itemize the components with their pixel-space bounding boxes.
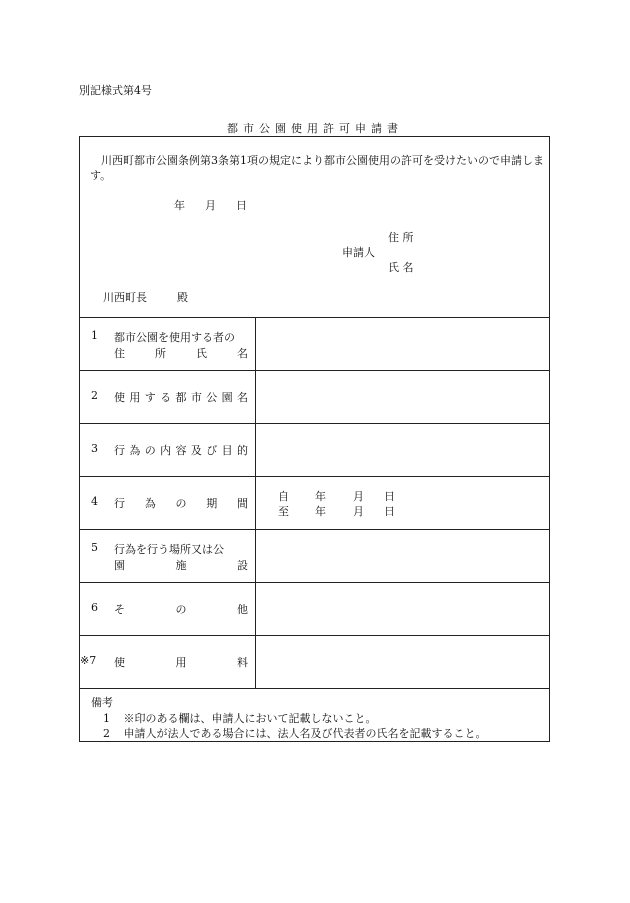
row-label-cell: [80, 317, 256, 370]
row-number: ※7: [80, 654, 97, 667]
remark-number: 2: [103, 727, 110, 740]
row-label-cell: [80, 370, 256, 423]
row-label-cell: [80, 529, 256, 582]
row-label-cell: [80, 635, 256, 688]
row-number: 2: [91, 389, 98, 402]
remark-number: 1: [103, 712, 110, 725]
period-to-year: 年: [315, 505, 326, 518]
row-other: [80, 582, 549, 636]
intro-text: 川西町都市公園条例第3条第1項の規定により都市公園使用の許可を受けたいので申請します。: [90, 154, 544, 182]
row-park-name: [80, 370, 549, 424]
row-number: 1: [91, 329, 98, 342]
row-user-address-name: [80, 317, 549, 371]
date-day-label: 日: [236, 199, 247, 212]
date-row: [174, 197, 267, 213]
row-label: 使用する都市公園名: [114, 391, 248, 404]
addressee: [103, 289, 188, 305]
remark-item: [103, 725, 487, 741]
row-label: 都市公園を使用する者の: [114, 331, 235, 344]
applicant-label: 申請人: [342, 246, 375, 259]
date-month-label: 月: [205, 199, 216, 212]
application-form: [79, 136, 550, 742]
addressee-name: 川西町長: [103, 291, 147, 304]
row-label-cell: [80, 582, 256, 635]
row-label-cell: [80, 423, 256, 476]
row-usage-fee: [80, 635, 549, 689]
remark-item: [103, 710, 377, 726]
activity-purpose-field[interactable]: [256, 423, 549, 476]
remarks-section: [80, 688, 549, 743]
row-label: 使 用 料: [114, 656, 248, 669]
remark-text: ※印のある欄は、申請人において記載しないこと。: [123, 712, 377, 725]
row-label: 行為の内容及び目的: [114, 444, 248, 457]
other-field[interactable]: [256, 582, 549, 635]
document-title: 都市公園使用許可申請書: [227, 122, 403, 135]
row-label-line2: 園 施 設: [114, 559, 248, 572]
location-facility-field[interactable]: [256, 529, 549, 582]
row-activity-purpose: [80, 423, 549, 477]
remarks-title: 備考: [91, 696, 113, 709]
period-to-month: 月: [353, 505, 364, 518]
park-name-field[interactable]: [256, 370, 549, 423]
row-label: そ の 他: [114, 603, 248, 616]
period-to-prefix: 至: [278, 505, 289, 518]
period-from-day: 日: [384, 490, 395, 503]
row-label-cell: [80, 476, 256, 529]
applicant-address-label: 住 所: [388, 231, 414, 244]
row-number: 3: [91, 442, 98, 455]
row-location-facility: [80, 529, 549, 583]
applicant-name-label: 氏 名: [388, 261, 414, 274]
addressee-honorific: 殿: [177, 291, 188, 304]
activity-period-field[interactable]: [256, 476, 549, 529]
period-from-month: 月: [353, 490, 364, 503]
period-from-prefix: 自: [278, 490, 289, 503]
row-number: 4: [91, 495, 98, 508]
row-number: 5: [91, 541, 98, 554]
form-number: 別記様式第4号: [79, 84, 152, 97]
row-label-line2: 住 所 氏 名: [114, 347, 248, 360]
usage-fee-field: [256, 635, 549, 688]
row-number: 6: [91, 601, 98, 614]
date-year-label: 年: [174, 199, 185, 212]
intro-section: [80, 137, 549, 318]
period-to-day: 日: [384, 505, 395, 518]
period-from-year: 年: [315, 490, 326, 503]
remark-text: 申請人が法人である場合には、法人名及び代表者の氏名を記載すること。: [123, 727, 487, 740]
user-address-name-field[interactable]: [256, 317, 549, 370]
row-label: 行 為 の 期 間: [114, 497, 248, 510]
row-label: 行為を行う場所又は公: [114, 543, 224, 556]
row-activity-period: [80, 476, 549, 530]
